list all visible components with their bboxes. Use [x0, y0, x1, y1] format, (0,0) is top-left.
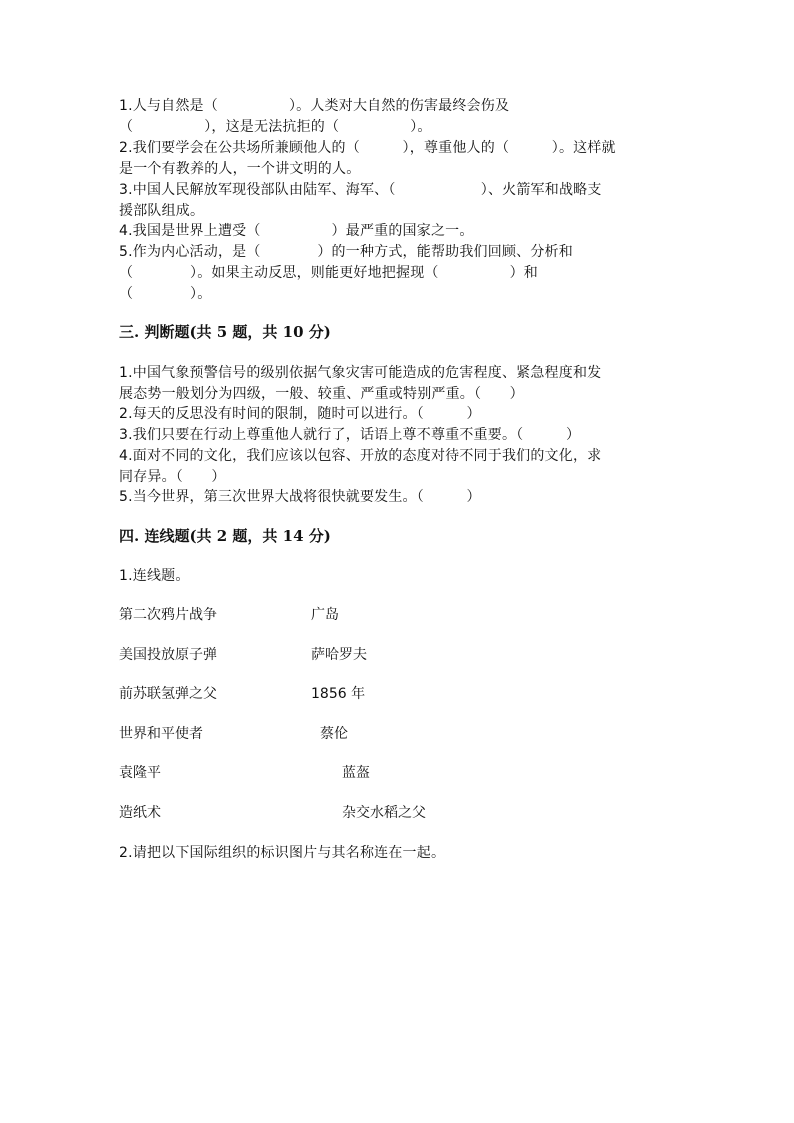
judge-q4-line2: 同存异。（ ）: [119, 469, 226, 485]
match-left-item: 第二次鸦片战争: [119, 607, 217, 623]
section-heading-judgment: 三. 判断题(共 5 题，共 10 分): [119, 323, 331, 341]
judge-q1-line1: 1.中国气象预警信号的级别依据气象灾害可能造成的危害程度、紧急程度和发: [119, 365, 602, 381]
fill-q4-line1: 4.我国是世界上遭受（ ）最严重的国家之一。: [119, 223, 474, 239]
match-right-item: 广岛: [311, 607, 339, 623]
match-right-item: 1856 年: [311, 686, 366, 702]
fill-q2-line2: 是一个有教养的人，一个讲文明的人。: [119, 161, 361, 177]
match-right-item: 蔡伦: [320, 726, 348, 742]
match-q1-label: 1.连线题。: [119, 568, 190, 584]
section-heading-matching: 四. 连线题(共 2 题，共 14 分): [119, 527, 331, 545]
fill-q3-line2: 援部队组成。: [119, 203, 205, 219]
judge-q4-line1: 4.面对不同的文化，我们应该以包容、开放的态度对待不同于我们的文化，求: [119, 448, 602, 464]
judge-q3-line1: 3.我们只要在行动上尊重他人就行了，话语上尊不尊重不重要。（ ）: [119, 427, 581, 443]
fill-q3-line1: 3.中国人民解放军现役部队由陆军、海军、（ ）、火箭军和战略支: [119, 182, 602, 198]
match-right-item: 萨哈罗夫: [311, 647, 367, 663]
fill-q5-line3: （ ）。: [119, 286, 212, 302]
match-right-item: 蓝盔: [342, 765, 370, 781]
match-left-item: 袁隆平: [119, 765, 161, 781]
match-q2-label: 2.请把以下国际组织的标识图片与其名称连在一起。: [119, 845, 446, 861]
match-left-item: 造纸术: [119, 805, 161, 821]
fill-q5-line1: 5.作为内心活动，是（ ）的一种方式，能帮助我们回顾、分析和: [119, 244, 573, 260]
match-left-item: 美国投放原子弹: [119, 647, 217, 663]
fill-q5-line2: （ ）。如果主动反思，则能更好地把握现（ ）和: [119, 265, 538, 281]
fill-q2-line1: 2.我们要学会在公共场所兼顾他人的（ ），尊重他人的（ ）。这样就: [119, 140, 616, 156]
judge-q2-line1: 2.每天的反思没有时间的限制，随时可以进行。（ ）: [119, 406, 481, 422]
fill-q1-line1: 1.人与自然是（ ）。人类对大自然的伤害最终会伤及: [119, 98, 510, 114]
match-right-item: 杂交水稻之父: [342, 805, 426, 821]
fill-q1-line2: （ ），这是无法抗拒的（ ）。: [119, 119, 432, 135]
match-left-item: 前苏联氢弹之父: [119, 686, 217, 702]
match-left-item: 世界和平使者: [119, 726, 203, 742]
judge-q1-line2: 展态势一般划分为四级，一般、较重、严重或特别严重。（ ）: [119, 386, 524, 402]
judge-q5-line1: 5.当今世界，第三次世界大战将很快就要发生。（ ）: [119, 489, 481, 505]
